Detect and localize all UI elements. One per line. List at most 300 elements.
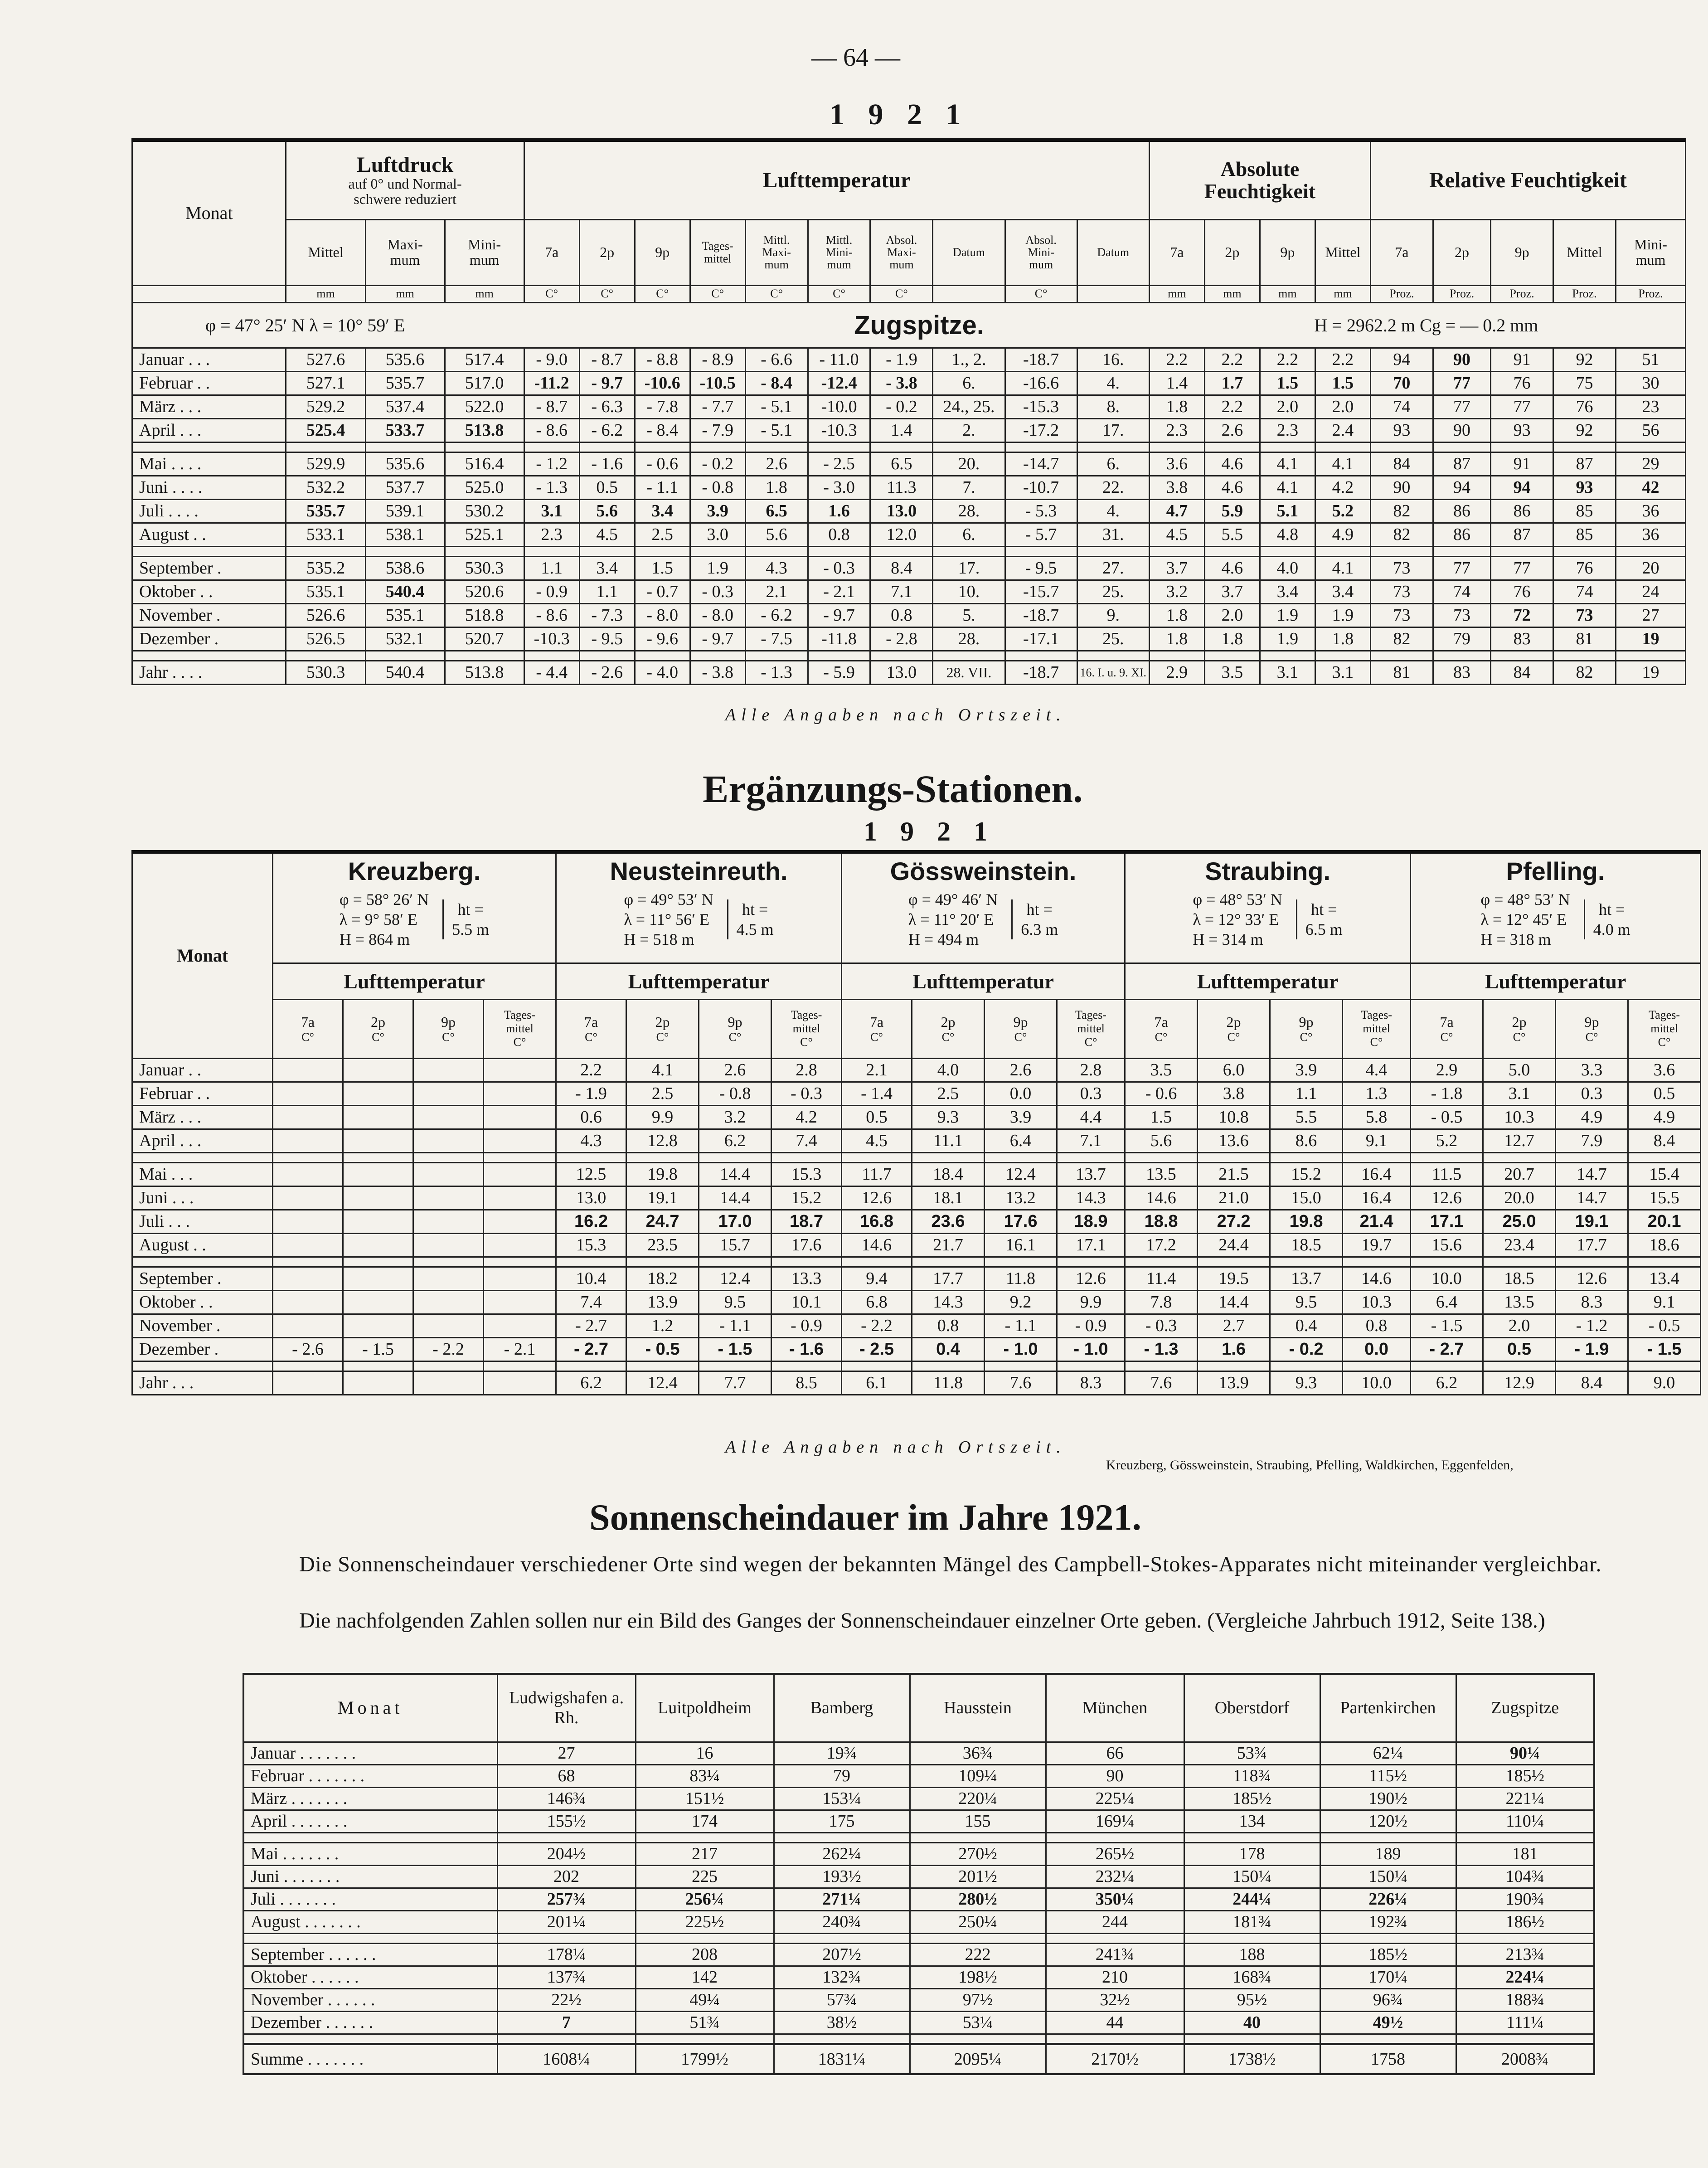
data-cell: - 7.8 [635, 395, 690, 418]
col-unit-label: C° [728, 1030, 742, 1044]
data-cell: 32½ [1046, 1988, 1184, 2011]
data-cell [343, 1267, 413, 1290]
data-cell: 185½ [1456, 1765, 1594, 1787]
data-cell: 18.4 [912, 1162, 985, 1186]
data-cell: 530.3 [445, 556, 524, 580]
header-lufttemperatur: Lufttemperatur [842, 963, 1125, 999]
data-cell: 27 [1616, 603, 1685, 627]
data-cell: 3.4 [635, 499, 690, 523]
data-cell: 1799½ [636, 2044, 774, 2074]
header-lufttemperatur: Lufttemperatur [1125, 963, 1411, 999]
data-cell: 4.9 [1628, 1105, 1701, 1129]
gap-cell [870, 651, 933, 661]
gap-cell [1125, 1152, 1198, 1162]
col-h7 [1125, 999, 1198, 1058]
station-h: H = 864 m [339, 930, 410, 948]
data-cell: - 0.3 [690, 580, 745, 603]
data-cell: - 1.0 [1057, 1337, 1125, 1361]
gap-cell [1057, 1361, 1125, 1371]
col-hour-label: 7a [869, 1013, 884, 1030]
data-cell: 2. [933, 418, 1005, 442]
page-number: — 64 — [811, 44, 900, 72]
table-row [243, 1988, 1594, 2011]
data-cell: 18.6 [1628, 1233, 1701, 1257]
month-label: März . . . [132, 395, 286, 418]
data-cell: 2008¾ [1456, 2044, 1594, 2074]
gap-cell [636, 1933, 774, 1943]
erg-table [131, 850, 1701, 1395]
data-cell: 520.7 [445, 627, 524, 651]
data-cell: 51¾ [636, 2011, 774, 2034]
table-row [132, 580, 1686, 603]
month-label: Mai . . . [132, 1162, 273, 1186]
sun-para2: Die nachfolgenden Zahlen sollen nur ein Bild des Ganges der Sonnenscheindauer einzelner Orte geben. (Vergleiche Jahrbuch 1912, Seite 138.) [299, 1609, 1545, 1633]
gap-cell [1057, 1152, 1125, 1162]
data-cell [343, 1290, 413, 1314]
data-cell [484, 1186, 556, 1210]
col-rel-9p: 9p [1491, 219, 1553, 285]
data-cell: 5.5 [1270, 1105, 1343, 1129]
table-row [132, 371, 1686, 395]
gap-cell [1556, 1361, 1628, 1371]
data-cell: 8.3 [1057, 1371, 1125, 1395]
unit-proz: Proz. [1553, 285, 1616, 302]
data-cell: 36¾ [910, 1742, 1046, 1765]
data-cell: 2.4 [1315, 418, 1370, 442]
data-cell: 2.5 [912, 1082, 985, 1105]
data-cell: 73 [1370, 556, 1433, 580]
data-cell [484, 1105, 556, 1129]
zugspitze-table [131, 138, 1686, 685]
gap-cell [933, 442, 1005, 452]
col-tages-label: Tages- [1649, 1008, 1680, 1021]
data-cell: 15.7 [699, 1233, 772, 1257]
gap-cell [132, 651, 286, 661]
data-cell: -15.7 [1005, 580, 1077, 603]
data-cell: - 5.1 [745, 395, 808, 418]
data-cell: 7.6 [1125, 1371, 1198, 1395]
header-station: Bamberg [774, 1674, 910, 1742]
unit-cell [1077, 285, 1149, 302]
col-unit-label: C° [1084, 1035, 1097, 1049]
unit-c: C° [524, 285, 579, 302]
gap-cell [1198, 1152, 1270, 1162]
data-cell: 86 [1491, 499, 1553, 523]
data-cell: - 8.0 [635, 603, 690, 627]
data-cell: - 0.2 [690, 452, 745, 476]
data-cell: 2095¼ [910, 2044, 1046, 2074]
data-cell: 0.4 [1270, 1314, 1343, 1337]
col-maxi-label: Maxi- [887, 245, 916, 259]
data-cell: 7.1 [870, 580, 933, 603]
col-mini-label: Mini- [468, 236, 501, 253]
gap-cell [626, 1361, 699, 1371]
data-cell: - 8.9 [690, 348, 745, 371]
data-cell: 15.2 [772, 1186, 842, 1210]
gap-cell [1149, 651, 1204, 661]
col-h2 [626, 999, 699, 1058]
station-ht-label: ht = [1599, 900, 1625, 919]
col-mittel-label: mittel [1650, 1022, 1678, 1035]
table-row [243, 1943, 1594, 1966]
table-row [132, 395, 1686, 418]
data-cell: 193½ [774, 1865, 910, 1888]
unit-c: C° [635, 285, 690, 302]
data-cell: 1.5 [1260, 371, 1315, 395]
data-cell: 12.7 [1483, 1129, 1556, 1152]
unit-mm: mm [286, 285, 365, 302]
data-cell: - 6.2 [745, 603, 808, 627]
data-cell: - 0.8 [690, 476, 745, 499]
data-cell: 535.7 [286, 499, 365, 523]
data-cell: 84 [1491, 661, 1553, 684]
data-cell: 94 [1433, 476, 1490, 499]
data-cell: 7 [497, 2011, 636, 2034]
header-station: München [1046, 1674, 1184, 1742]
gap-cell [772, 1257, 842, 1267]
data-cell: 2.0 [1260, 395, 1315, 418]
data-cell: 178¼ [497, 1943, 636, 1966]
station-ht [1584, 899, 1630, 939]
gap-cell [1343, 1152, 1411, 1162]
col-unit-label: C° [1440, 1030, 1453, 1044]
data-cell: 5. [933, 603, 1005, 627]
month-label: März . . . . . . . [243, 1787, 497, 1810]
data-cell: - 8.6 [524, 418, 579, 442]
data-cell: 537.7 [365, 476, 445, 499]
col-unit-label: C° [442, 1030, 455, 1044]
data-cell: 4.7 [1149, 499, 1204, 523]
data-cell: 94 [1491, 476, 1553, 499]
gap-cell [1411, 1361, 1483, 1371]
data-cell: 2.9 [1149, 661, 1204, 684]
col-hour-label: 9p [1584, 1013, 1599, 1030]
gap-cell [1005, 651, 1077, 661]
col-unit-label: C° [800, 1035, 813, 1049]
unit-cell [933, 285, 1005, 302]
month-label: Jahr . . . [132, 1371, 273, 1395]
data-cell: 13.0 [870, 499, 933, 523]
data-cell [273, 1267, 343, 1290]
col-h7 [842, 999, 912, 1058]
data-cell: 5.0 [1483, 1058, 1556, 1082]
table-row [132, 1267, 1701, 1290]
table-row [243, 2011, 1594, 2034]
gap-cell [1556, 1257, 1628, 1267]
header-feuchtigkeit: Feuchtigkeit [1204, 179, 1316, 203]
month-label: November . [132, 603, 286, 627]
data-cell: 3.9 [690, 499, 745, 523]
data-cell: -11.2 [524, 371, 579, 395]
data-cell: 190½ [1320, 1787, 1456, 1810]
gap-cell [413, 1361, 484, 1371]
data-cell: - 7.9 [690, 418, 745, 442]
data-cell: 12.8 [626, 1129, 699, 1152]
header-lufttemperatur: Lufttemperatur [1411, 963, 1701, 999]
data-cell: 87 [1491, 523, 1553, 546]
gap-cell [912, 1361, 985, 1371]
gap-cell [413, 1152, 484, 1162]
data-cell: 13.0 [870, 661, 933, 684]
gap-cell [870, 442, 933, 452]
data-cell: 6. [933, 523, 1005, 546]
station-coord-lines [1193, 890, 1282, 949]
month-label: April . . . . . . . [243, 1810, 497, 1833]
data-cell: 168¾ [1184, 1966, 1320, 1988]
gap-cell [842, 1152, 912, 1162]
gap-cell [1616, 442, 1685, 452]
data-cell: 13.5 [1125, 1162, 1198, 1186]
data-cell: 18.9 [1057, 1210, 1125, 1233]
unit-mm: mm [365, 285, 445, 302]
data-cell: - 1.6 [579, 452, 635, 476]
data-cell: 40 [1184, 2011, 1320, 2034]
col-mittel-label: mittel [1077, 1022, 1105, 1035]
data-cell: 3.8 [1198, 1082, 1270, 1105]
station-name: Pfelling. [1506, 857, 1605, 885]
data-cell: -18.7 [1005, 603, 1077, 627]
erg-data [132, 1058, 1701, 1395]
data-cell: 4.1 [1260, 476, 1315, 499]
data-cell: 90 [1046, 1765, 1184, 1787]
data-cell [343, 1186, 413, 1210]
data-cell: 1.9 [1315, 603, 1370, 627]
data-cell: 4.6 [1204, 476, 1260, 499]
table-row [132, 1058, 1701, 1082]
data-cell: 174 [636, 1810, 774, 1833]
data-cell: 90 [1433, 348, 1490, 371]
table-row [243, 1910, 1594, 1933]
data-cell: 1.9 [1260, 603, 1315, 627]
data-cell [273, 1162, 343, 1186]
station-coords [1411, 890, 1700, 949]
data-cell: 2.0 [1483, 1314, 1556, 1337]
col-mum-label: mum [390, 251, 420, 268]
data-cell: 10.3 [1483, 1105, 1556, 1129]
data-cell: 1.8 [1315, 627, 1370, 651]
data-cell: 9.4 [842, 1267, 912, 1290]
col-h9 [413, 999, 484, 1058]
data-cell: 6. [1077, 452, 1149, 476]
data-cell: 2.2 [556, 1058, 626, 1082]
station-block [1411, 852, 1701, 963]
data-cell: - 8.6 [524, 603, 579, 627]
data-cell: 72 [1491, 603, 1553, 627]
data-cell: 9. [1077, 603, 1149, 627]
data-cell: 0.0 [1343, 1337, 1411, 1361]
gap-cell [132, 546, 286, 556]
data-cell: 202 [497, 1865, 636, 1888]
unit-c: C° [808, 285, 870, 302]
table-row [132, 1082, 1701, 1105]
table-row [132, 1337, 1701, 1361]
station-name: Zugspitze. [745, 302, 1260, 348]
gap-cell [497, 1833, 636, 1842]
data-cell: 0.5 [1483, 1337, 1556, 1361]
data-cell: 86 [1433, 523, 1490, 546]
row-gap [132, 1257, 1701, 1267]
col-rel-2p: 2p [1433, 219, 1490, 285]
col-mittl-min [808, 219, 870, 285]
col-luftdruck-mittel: Mittel [286, 219, 365, 285]
data-cell: 23.6 [912, 1210, 985, 1233]
unit-proz: Proz. [1433, 285, 1490, 302]
data-cell: - 1.9 [556, 1082, 626, 1105]
data-cell: 8.4 [1556, 1371, 1628, 1395]
gap-cell [343, 1361, 413, 1371]
table-row [243, 1765, 1594, 1787]
data-cell: - 0.5 [1628, 1314, 1701, 1337]
gap-cell [243, 1933, 497, 1943]
row-gap [243, 1933, 1594, 1943]
data-cell: 17.1 [1411, 1210, 1483, 1233]
data-cell: 92 [1553, 418, 1616, 442]
table-row [132, 476, 1686, 499]
data-cell: 2.8 [1057, 1058, 1125, 1082]
header-monat: Monat [132, 140, 286, 285]
gap-cell [497, 2034, 636, 2044]
data-cell: 532.1 [365, 627, 445, 651]
data-cell: 15.3 [556, 1233, 626, 1257]
gap-cell [524, 442, 579, 452]
data-cell [413, 1082, 484, 1105]
col-unit-label: C° [301, 1030, 314, 1044]
data-cell: 76 [1553, 556, 1616, 580]
table-row [243, 1966, 1594, 1988]
data-cell: 7.8 [1125, 1290, 1198, 1314]
data-cell [273, 1210, 343, 1233]
data-cell: - 9.0 [524, 348, 579, 371]
gap-cell [1270, 1361, 1343, 1371]
data-cell: 517.0 [445, 371, 524, 395]
data-cell [413, 1233, 484, 1257]
month-label: September . [132, 556, 286, 580]
data-cell [484, 1162, 556, 1186]
data-cell: -10.6 [635, 371, 690, 395]
gap-cell [1433, 651, 1490, 661]
data-cell: 513.8 [445, 661, 524, 684]
data-cell: -18.7 [1005, 348, 1077, 371]
data-cell: 8.6 [1270, 1129, 1343, 1152]
data-cell: 3.9 [985, 1105, 1057, 1129]
month-label: März . . . [132, 1105, 273, 1129]
data-cell: 1.4 [870, 418, 933, 442]
station-lam: λ = 12° 45′ E [1480, 910, 1567, 928]
station-h: H = 518 m [624, 930, 694, 948]
data-cell: - 9.6 [635, 627, 690, 651]
gap-cell [1046, 2034, 1184, 2044]
data-cell: 9.1 [1628, 1290, 1701, 1314]
data-cell: 2.2 [1315, 348, 1370, 371]
data-cell: - 0.3 [808, 556, 870, 580]
data-cell: 529.9 [286, 452, 365, 476]
data-cell: 4.2 [1315, 476, 1370, 499]
col-mini-label: Mini- [825, 245, 853, 259]
data-cell: 77 [1433, 556, 1490, 580]
data-cell: - 0.5 [626, 1337, 699, 1361]
gap-cell [1005, 546, 1077, 556]
data-cell: 150¼ [1184, 1865, 1320, 1888]
data-cell: 5.2 [1315, 499, 1370, 523]
data-cell: 16.4 [1343, 1162, 1411, 1186]
col-hour-label: 2p [1226, 1013, 1241, 1030]
col-tages-label: Tages- [1075, 1008, 1106, 1021]
gap-cell [243, 1833, 497, 1842]
gap-cell [484, 1257, 556, 1267]
station-coords [842, 890, 1124, 949]
table-row [132, 418, 1686, 442]
data-cell: 2.2 [1204, 395, 1260, 418]
col-h9 [1556, 999, 1628, 1058]
data-cell: 7.4 [772, 1129, 842, 1152]
data-cell: 53¼ [910, 2011, 1046, 2034]
data-cell: 4.2 [772, 1105, 842, 1129]
data-cell: 1758 [1320, 2044, 1456, 2074]
data-cell: - 4.4 [524, 661, 579, 684]
data-cell: 535.7 [365, 371, 445, 395]
data-cell: 17. [1077, 418, 1149, 442]
month-label: Januar . . . . . . . [243, 1742, 497, 1765]
data-cell: 4.9 [1315, 523, 1370, 546]
data-cell: 82 [1370, 627, 1433, 651]
station-coord-lines [340, 890, 429, 949]
month-label: Juli . . . . [132, 499, 286, 523]
header-station: Zugspitze [1456, 1674, 1594, 1742]
station-block [1125, 852, 1411, 963]
table-row [243, 1810, 1594, 1833]
data-cell: 8.4 [870, 556, 933, 580]
station-coords [273, 890, 555, 949]
data-cell: 2.7 [1198, 1314, 1270, 1337]
col-mum-label: mum [889, 258, 914, 272]
data-cell: 2.2 [1149, 348, 1204, 371]
data-cell: 535.1 [365, 603, 445, 627]
data-cell: - 11.0 [808, 348, 870, 371]
col-abs-7a: 7a [1149, 219, 1204, 285]
data-cell: - 2.2 [842, 1314, 912, 1337]
data-cell: 87 [1553, 452, 1616, 476]
data-cell: 9.3 [1270, 1371, 1343, 1395]
gap-cell [132, 1361, 273, 1371]
gap-cell [690, 651, 745, 661]
gap-cell [690, 546, 745, 556]
data-cell: 97½ [910, 1988, 1046, 2011]
data-cell: 18.8 [1125, 1210, 1198, 1233]
month-label: Juni . . . . . . . [243, 1865, 497, 1888]
data-cell: 27 [497, 1742, 636, 1765]
gap-cell [579, 546, 635, 556]
month-label: April . . . [132, 418, 286, 442]
row-gap [132, 1152, 1701, 1162]
gap-cell [772, 1361, 842, 1371]
gap-cell [132, 442, 286, 452]
gap-cell [842, 1257, 912, 1267]
data-cell: 3.3 [1556, 1058, 1628, 1082]
data-cell: 23 [1616, 395, 1685, 418]
data-cell [413, 1267, 484, 1290]
gap-cell [1077, 651, 1149, 661]
gap-cell [933, 651, 1005, 661]
data-cell: 222 [910, 1943, 1046, 1966]
data-cell: -12.4 [808, 371, 870, 395]
data-cell: 0.8 [870, 603, 933, 627]
data-cell: - 8.7 [579, 348, 635, 371]
station-name: Gössweinstein. [890, 857, 1077, 885]
col-absol-max [870, 219, 933, 285]
data-cell: 77 [1491, 556, 1553, 580]
gap-cell [1149, 546, 1204, 556]
col-tagesmittel [1343, 999, 1411, 1058]
